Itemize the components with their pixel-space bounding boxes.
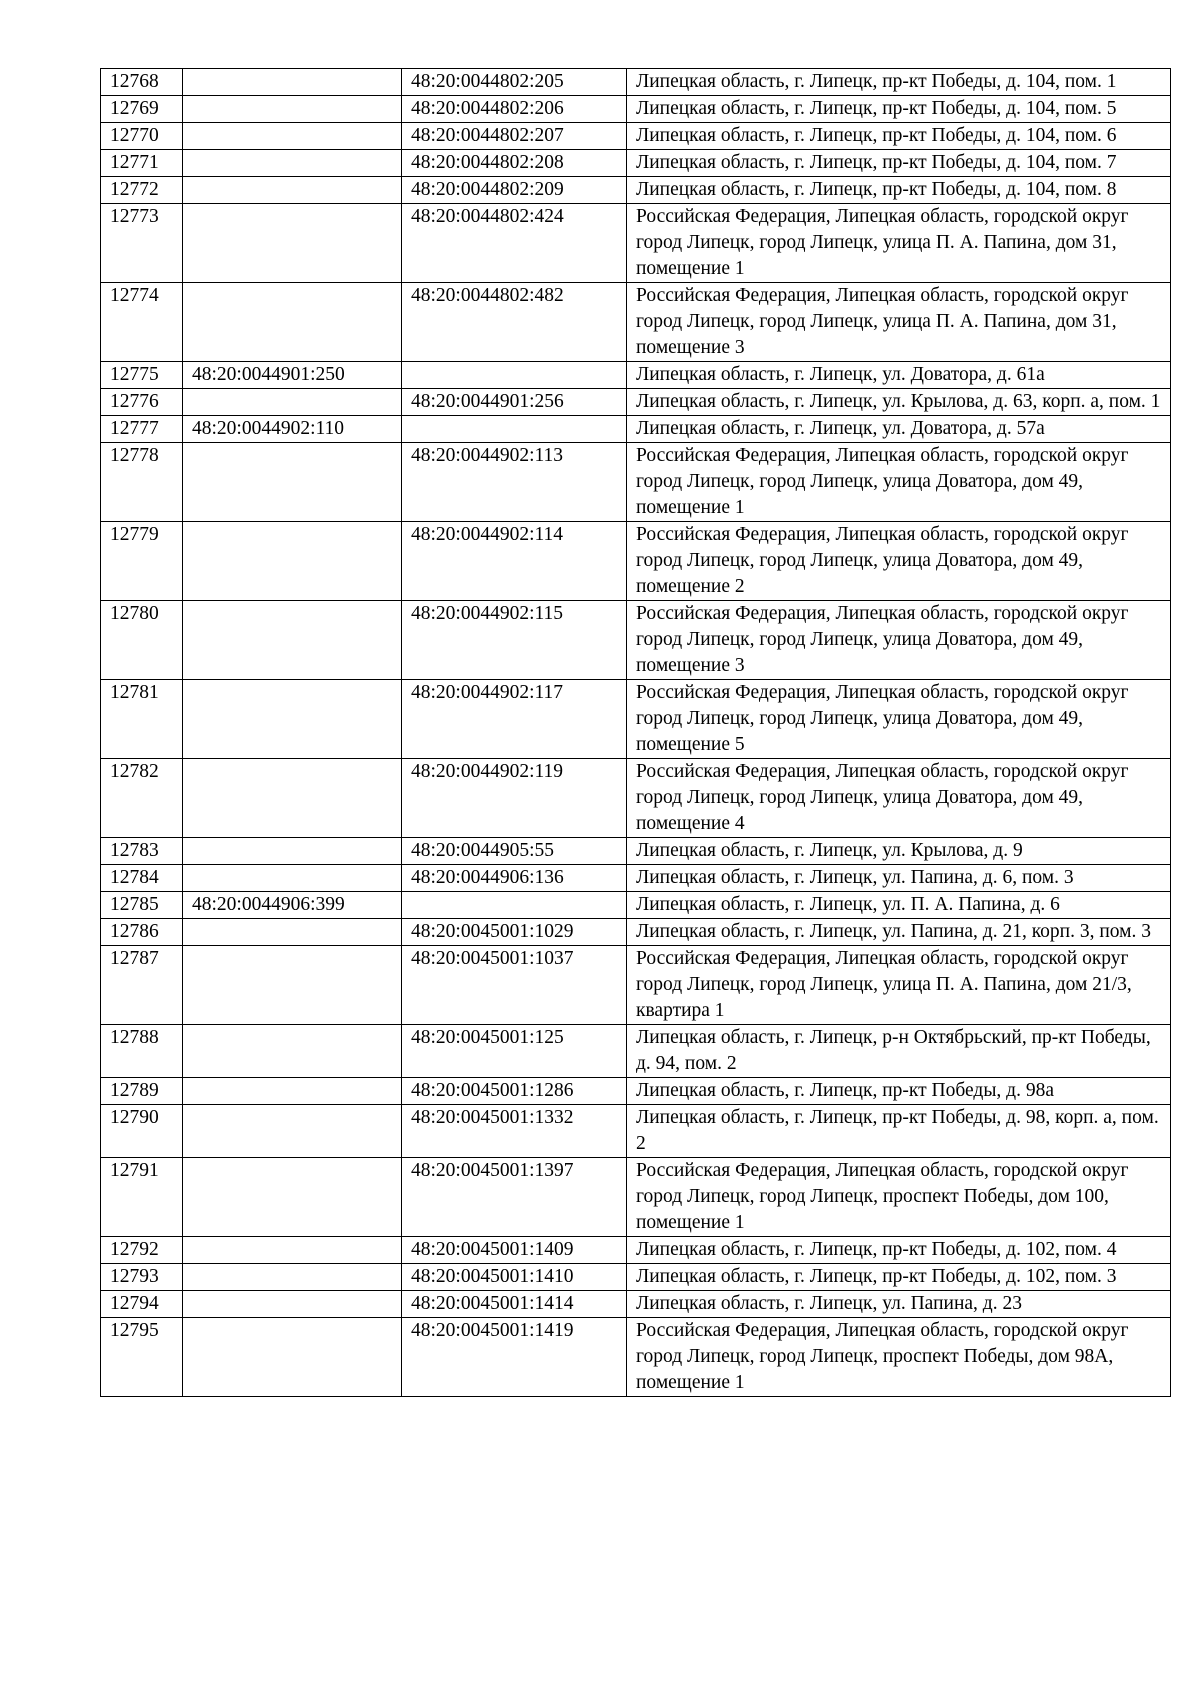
- row-number-cell: 12781: [101, 680, 183, 759]
- address-cell: Липецкая область, г. Липецк, ул. Крылова, д. 63, корп. а, пом. 1: [627, 389, 1171, 416]
- land-cadastral-number-cell: 48:20:0044902:110: [183, 416, 402, 443]
- land-cadastral-number-cell: [183, 96, 402, 123]
- table-row: [101, 1078, 1171, 1105]
- address-cell: Липецкая область, г. Липецк, пр-кт Победы, д. 104, пом. 7: [627, 150, 1171, 177]
- address-cell: Липецкая область, г. Липецк, пр-кт Победы, д. 98а: [627, 1078, 1171, 1105]
- premise-cadastral-number-cell: 48:20:0044902:117: [402, 680, 627, 759]
- table-row: [101, 522, 1171, 601]
- row-number-cell: 12784: [101, 865, 183, 892]
- land-cadastral-number-cell: [183, 1318, 402, 1397]
- table-row: [101, 1264, 1171, 1291]
- table-row: [101, 1291, 1171, 1318]
- table-row: [101, 1318, 1171, 1397]
- row-number-cell: 12769: [101, 96, 183, 123]
- land-cadastral-number-cell: [183, 1264, 402, 1291]
- premise-cadastral-number-cell: 48:20:0044802:208: [402, 150, 627, 177]
- row-number-cell: 12786: [101, 919, 183, 946]
- row-number-cell: 12792: [101, 1237, 183, 1264]
- row-number-cell: 12770: [101, 123, 183, 150]
- row-number-cell: 12788: [101, 1025, 183, 1078]
- premise-cadastral-number-cell: 48:20:0044802:424: [402, 204, 627, 283]
- premise-cadastral-number-cell: 48:20:0045001:1332: [402, 1105, 627, 1158]
- land-cadastral-number-cell: [183, 177, 402, 204]
- row-number-cell: 12790: [101, 1105, 183, 1158]
- row-number-cell: 12779: [101, 522, 183, 601]
- land-cadastral-number-cell: [183, 1291, 402, 1318]
- row-number-cell: 12776: [101, 389, 183, 416]
- table-row: [101, 123, 1171, 150]
- premise-cadastral-number-cell: 48:20:0045001:125: [402, 1025, 627, 1078]
- address-cell: Российская Федерация, Липецкая область, городской округ город Липецк, город Липецк, улица Доватора, дом 49, помещение 3: [627, 601, 1171, 680]
- row-number-cell: 12775: [101, 362, 183, 389]
- land-cadastral-number-cell: [183, 123, 402, 150]
- premise-cadastral-number-cell: 48:20:0044902:113: [402, 443, 627, 522]
- row-number-cell: 12794: [101, 1291, 183, 1318]
- address-cell: Липецкая область, г. Липецк, ул. Папина, д. 21, корп. 3, пом. 3: [627, 919, 1171, 946]
- table-row: [101, 96, 1171, 123]
- row-number-cell: 12774: [101, 283, 183, 362]
- table-row: [101, 1237, 1171, 1264]
- table-row: [101, 150, 1171, 177]
- land-cadastral-number-cell: [183, 946, 402, 1025]
- premise-cadastral-number-cell: 48:20:0045001:1037: [402, 946, 627, 1025]
- table-row: [101, 1025, 1171, 1078]
- land-cadastral-number-cell: [183, 759, 402, 838]
- row-number-cell: 12782: [101, 759, 183, 838]
- row-number-cell: 12789: [101, 1078, 183, 1105]
- premise-cadastral-number-cell: 48:20:0044905:55: [402, 838, 627, 865]
- address-cell: Липецкая область, г. Липецк, пр-кт Победы, д. 102, пом. 3: [627, 1264, 1171, 1291]
- address-cell: Липецкая область, г. Липецк, пр-кт Победы, д. 102, пом. 4: [627, 1237, 1171, 1264]
- row-number-cell: 12795: [101, 1318, 183, 1397]
- table-row: [101, 204, 1171, 283]
- row-number-cell: 12785: [101, 892, 183, 919]
- address-cell: Российская Федерация, Липецкая область, городской округ город Липецк, город Липецк, проспект Победы, дом 100, помещение 1: [627, 1158, 1171, 1237]
- land-cadastral-number-cell: [183, 865, 402, 892]
- address-cell: Липецкая область, г. Липецк, ул. Доватора, д. 57а: [627, 416, 1171, 443]
- premise-cadastral-number-cell: 48:20:0044802:482: [402, 283, 627, 362]
- document-page: [100, 68, 1170, 1397]
- premise-cadastral-number-cell: 48:20:0045001:1410: [402, 1264, 627, 1291]
- table-row: [101, 601, 1171, 680]
- address-cell: Липецкая область, г. Липецк, ул. Доватора, д. 61а: [627, 362, 1171, 389]
- land-cadastral-number-cell: [183, 838, 402, 865]
- address-cell: Российская Федерация, Липецкая область, городской округ город Липецк, город Липецк, проспект Победы, дом 98А, помещение 1: [627, 1318, 1171, 1397]
- address-cell: Российская Федерация, Липецкая область, городской округ город Липецк, город Липецк, улица Доватора, дом 49, помещение 1: [627, 443, 1171, 522]
- premise-cadastral-number-cell: 48:20:0044802:207: [402, 123, 627, 150]
- address-cell: Липецкая область, г. Липецк, пр-кт Победы, д. 104, пом. 8: [627, 177, 1171, 204]
- table-row: [101, 1158, 1171, 1237]
- row-number-cell: 12787: [101, 946, 183, 1025]
- premise-cadastral-number-cell: 48:20:0044906:136: [402, 865, 627, 892]
- row-number-cell: 12771: [101, 150, 183, 177]
- land-cadastral-number-cell: [183, 1237, 402, 1264]
- premise-cadastral-number-cell: [402, 892, 627, 919]
- row-number-cell: 12780: [101, 601, 183, 680]
- address-cell: Российская Федерация, Липецкая область, городской округ город Липецк, город Липецк, улица Доватора, дом 49, помещение 2: [627, 522, 1171, 601]
- premise-cadastral-number-cell: [402, 362, 627, 389]
- table-row: [101, 946, 1171, 1025]
- premise-cadastral-number-cell: 48:20:0044901:256: [402, 389, 627, 416]
- land-cadastral-number-cell: [183, 1105, 402, 1158]
- land-cadastral-number-cell: [183, 1025, 402, 1078]
- address-cell: Липецкая область, г. Липецк, ул. Папина, д. 23: [627, 1291, 1171, 1318]
- table-row: [101, 919, 1171, 946]
- address-cell: Липецкая область, г. Липецк, пр-кт Победы, д. 104, пом. 5: [627, 96, 1171, 123]
- premise-cadastral-number-cell: 48:20:0044802:209: [402, 177, 627, 204]
- address-cell: Липецкая область, г. Липецк, ул. Папина, д. 6, пом. 3: [627, 865, 1171, 892]
- row-number-cell: 12783: [101, 838, 183, 865]
- premise-cadastral-number-cell: 48:20:0045001:1286: [402, 1078, 627, 1105]
- land-cadastral-number-cell: [183, 1078, 402, 1105]
- land-cadastral-number-cell: [183, 69, 402, 96]
- row-number-cell: 12791: [101, 1158, 183, 1237]
- land-cadastral-number-cell: [183, 283, 402, 362]
- premise-cadastral-number-cell: [402, 416, 627, 443]
- land-cadastral-number-cell: [183, 601, 402, 680]
- table-row: [101, 389, 1171, 416]
- table-row: [101, 69, 1171, 96]
- table-row: [101, 416, 1171, 443]
- address-cell: Российская Федерация, Липецкая область, городской округ город Липецк, город Липецк, улица П. А. Папина, дом 31, помещение 1: [627, 204, 1171, 283]
- table-row: [101, 443, 1171, 522]
- table-row: [101, 283, 1171, 362]
- land-cadastral-number-cell: [183, 919, 402, 946]
- address-cell: Липецкая область, г. Липецк, пр-кт Победы, д. 98, корп. а, пом. 2: [627, 1105, 1171, 1158]
- premise-cadastral-number-cell: 48:20:0044902:114: [402, 522, 627, 601]
- registry-table-body: [101, 69, 1171, 1397]
- row-number-cell: 12768: [101, 69, 183, 96]
- row-number-cell: 12778: [101, 443, 183, 522]
- address-cell: Российская Федерация, Липецкая область, городской округ город Липецк, город Липецк, улица Доватора, дом 49, помещение 4: [627, 759, 1171, 838]
- row-number-cell: 12793: [101, 1264, 183, 1291]
- address-cell: Липецкая область, г. Липецк, ул. П. А. Папина, д. 6: [627, 892, 1171, 919]
- table-row: [101, 838, 1171, 865]
- address-cell: Липецкая область, г. Липецк, пр-кт Победы, д. 104, пом. 6: [627, 123, 1171, 150]
- row-number-cell: 12773: [101, 204, 183, 283]
- table-row: [101, 759, 1171, 838]
- land-cadastral-number-cell: [183, 680, 402, 759]
- address-cell: Российская Федерация, Липецкая область, городской округ город Липецк, город Липецк, улица П. А. Папина, дом 31, помещение 3: [627, 283, 1171, 362]
- premise-cadastral-number-cell: 48:20:0045001:1414: [402, 1291, 627, 1318]
- premise-cadastral-number-cell: 48:20:0045001:1409: [402, 1237, 627, 1264]
- address-cell: Липецкая область, г. Липецк, р-н Октябрьский, пр-кт Победы, д. 94, пом. 2: [627, 1025, 1171, 1078]
- table-row: [101, 892, 1171, 919]
- premise-cadastral-number-cell: 48:20:0044902:119: [402, 759, 627, 838]
- table-row: [101, 680, 1171, 759]
- address-cell: Российская Федерация, Липецкая область, городской округ город Липецк, город Липецк, улица П. А. Папина, дом 21/3, квартира 1: [627, 946, 1171, 1025]
- premise-cadastral-number-cell: 48:20:0044802:205: [402, 69, 627, 96]
- table-row: [101, 362, 1171, 389]
- premise-cadastral-number-cell: 48:20:0045001:1029: [402, 919, 627, 946]
- address-cell: Российская Федерация, Липецкая область, городской округ город Липецк, город Липецк, улица Доватора, дом 49, помещение 5: [627, 680, 1171, 759]
- premise-cadastral-number-cell: 48:20:0045001:1397: [402, 1158, 627, 1237]
- premise-cadastral-number-cell: 48:20:0045001:1419: [402, 1318, 627, 1397]
- address-cell: Липецкая область, г. Липецк, ул. Крылова, д. 9: [627, 838, 1171, 865]
- table-row: [101, 177, 1171, 204]
- land-cadastral-number-cell: [183, 522, 402, 601]
- address-cell: Липецкая область, г. Липецк, пр-кт Победы, д. 104, пом. 1: [627, 69, 1171, 96]
- premise-cadastral-number-cell: 48:20:0044902:115: [402, 601, 627, 680]
- land-cadastral-number-cell: [183, 389, 402, 416]
- row-number-cell: 12772: [101, 177, 183, 204]
- registry-table: [100, 68, 1171, 1397]
- land-cadastral-number-cell: [183, 204, 402, 283]
- land-cadastral-number-cell: [183, 150, 402, 177]
- table-row: [101, 865, 1171, 892]
- table-row: [101, 1105, 1171, 1158]
- land-cadastral-number-cell: [183, 1158, 402, 1237]
- land-cadastral-number-cell: [183, 443, 402, 522]
- land-cadastral-number-cell: 48:20:0044906:399: [183, 892, 402, 919]
- land-cadastral-number-cell: 48:20:0044901:250: [183, 362, 402, 389]
- row-number-cell: 12777: [101, 416, 183, 443]
- premise-cadastral-number-cell: 48:20:0044802:206: [402, 96, 627, 123]
